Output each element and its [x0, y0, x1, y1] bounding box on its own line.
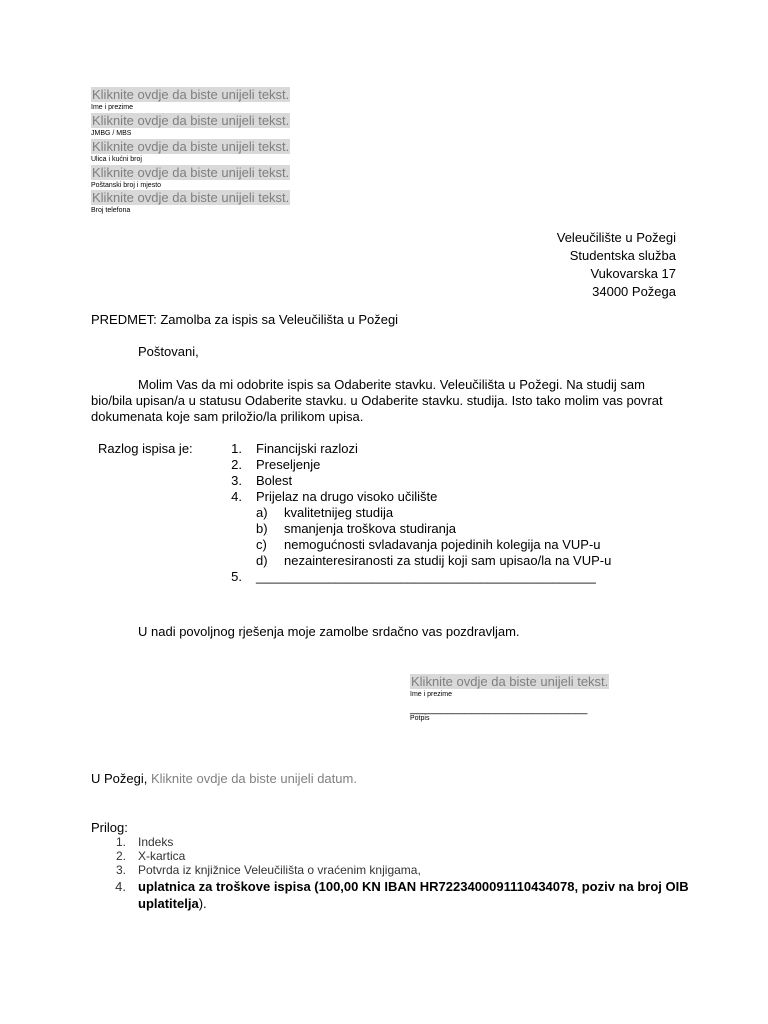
attachment-item: 2. X-kartica — [115, 849, 186, 863]
signature-name-field[interactable]: Kliknite ovdje da biste unijeli tekst. — [411, 674, 609, 689]
reason-subitem: d) nezainteresiranosti za studij koji sam upisao/la na VUP-u — [256, 553, 612, 568]
sender-jmbg-field[interactable]: Kliknite ovdje da biste unijeli tekst. — [92, 113, 290, 128]
recipient-line: Vukovarska 17 — [590, 266, 676, 281]
date-field[interactable]: Kliknite ovdje da biste unijeli datum. — [150, 771, 357, 786]
sender-postal-field[interactable]: Kliknite ovdje da biste unijeli tekst. — [92, 165, 290, 180]
caption-jmbg: JMBG / MBS — [91, 130, 132, 137]
body-line: dokumenata koje sam priložio/la prilikom upisa. — [91, 409, 364, 424]
body-paragraph — [91, 377, 663, 425]
reason-subitems — [218, 505, 611, 569]
place-date — [91, 771, 357, 787]
signature-block — [410, 673, 609, 723]
attachments-label: Prilog: — [91, 820, 128, 835]
reason-item-other: 5. _______________________________________________ — [231, 569, 596, 584]
reason-subitem: c) nemogućnosti svladavanja pojedinih kolegija na VUP-u — [256, 537, 601, 552]
closing-line: U nadi povoljnog rješenja moje zamolbe srdačno vas pozdravljam. — [138, 624, 520, 639]
attachments-list — [110, 835, 689, 912]
reason-label: Razlog ispisa je: — [98, 441, 193, 456]
caption-phone: Broj telefona — [91, 207, 131, 214]
recipient-line: Veleučilište u Požegi — [556, 230, 676, 245]
sender-block — [91, 86, 290, 215]
body-line: Molim Vas da mi odobrite ispis sa Odaberite stavku. Veleučilišta u Požegi. Na studij sam — [138, 377, 645, 392]
caption-signature-name: Ime i prezime — [410, 691, 453, 698]
caption-postal: Poštanski broj i mjesto — [91, 182, 162, 189]
reason-item: 3. Bolest — [231, 473, 293, 488]
caption-street: Ulica i kućni broj — [91, 156, 142, 163]
attachment-item-payment: 4. uplatnica za troškove ispisa (100,00 KN IBAN HR7223400091110434078, poziv na broj OIB uplatitelja). — [115, 879, 689, 911]
recipient-line: Studentska služba — [569, 248, 676, 263]
body-line: bio/bila upisan/a u statusu Odaberite stavku. u Odaberite stavku. studija. Isto tako molim vas povrat — [91, 393, 663, 408]
reason-item: 1. Financijski razlozi — [231, 441, 358, 456]
attachment-item: 3. Potvrda iz knjižnice Veleučilišta o vraćenim knjigama, — [115, 863, 421, 877]
caption-name: Ime i prezime — [91, 104, 134, 111]
reason-item: 2. Preseljenje — [231, 457, 321, 472]
caption-signature: Potpis — [410, 715, 430, 722]
recipient-line: 34000 Požega — [592, 284, 676, 299]
reason-list — [218, 441, 611, 585]
subject-line: PREDMET: Zamolba za ispis sa Veleučilišta u Požegi — [91, 312, 399, 327]
place-label: U Požegi, — [91, 771, 151, 786]
reason-item: 4. Prijelaz na drugo visoko učilište — [231, 489, 438, 504]
reason-subitem: a) kvalitetnijeg studija — [256, 505, 394, 520]
attachment-item: 1. Indeks — [115, 835, 174, 849]
greeting: Poštovani, — [138, 344, 199, 359]
sender-name-field[interactable]: Kliknite ovdje da biste unijeli tekst. — [92, 87, 290, 102]
recipient-block — [557, 229, 676, 301]
sender-phone-field[interactable]: Kliknite ovdje da biste unijeli tekst. — [92, 190, 290, 205]
reason-subitem: b) smanjenja troškova studiranja — [256, 521, 456, 536]
signature-line: _____________________________ — [410, 703, 588, 715]
sender-street-field[interactable]: Kliknite ovdje da biste unijeli tekst. — [92, 139, 290, 154]
